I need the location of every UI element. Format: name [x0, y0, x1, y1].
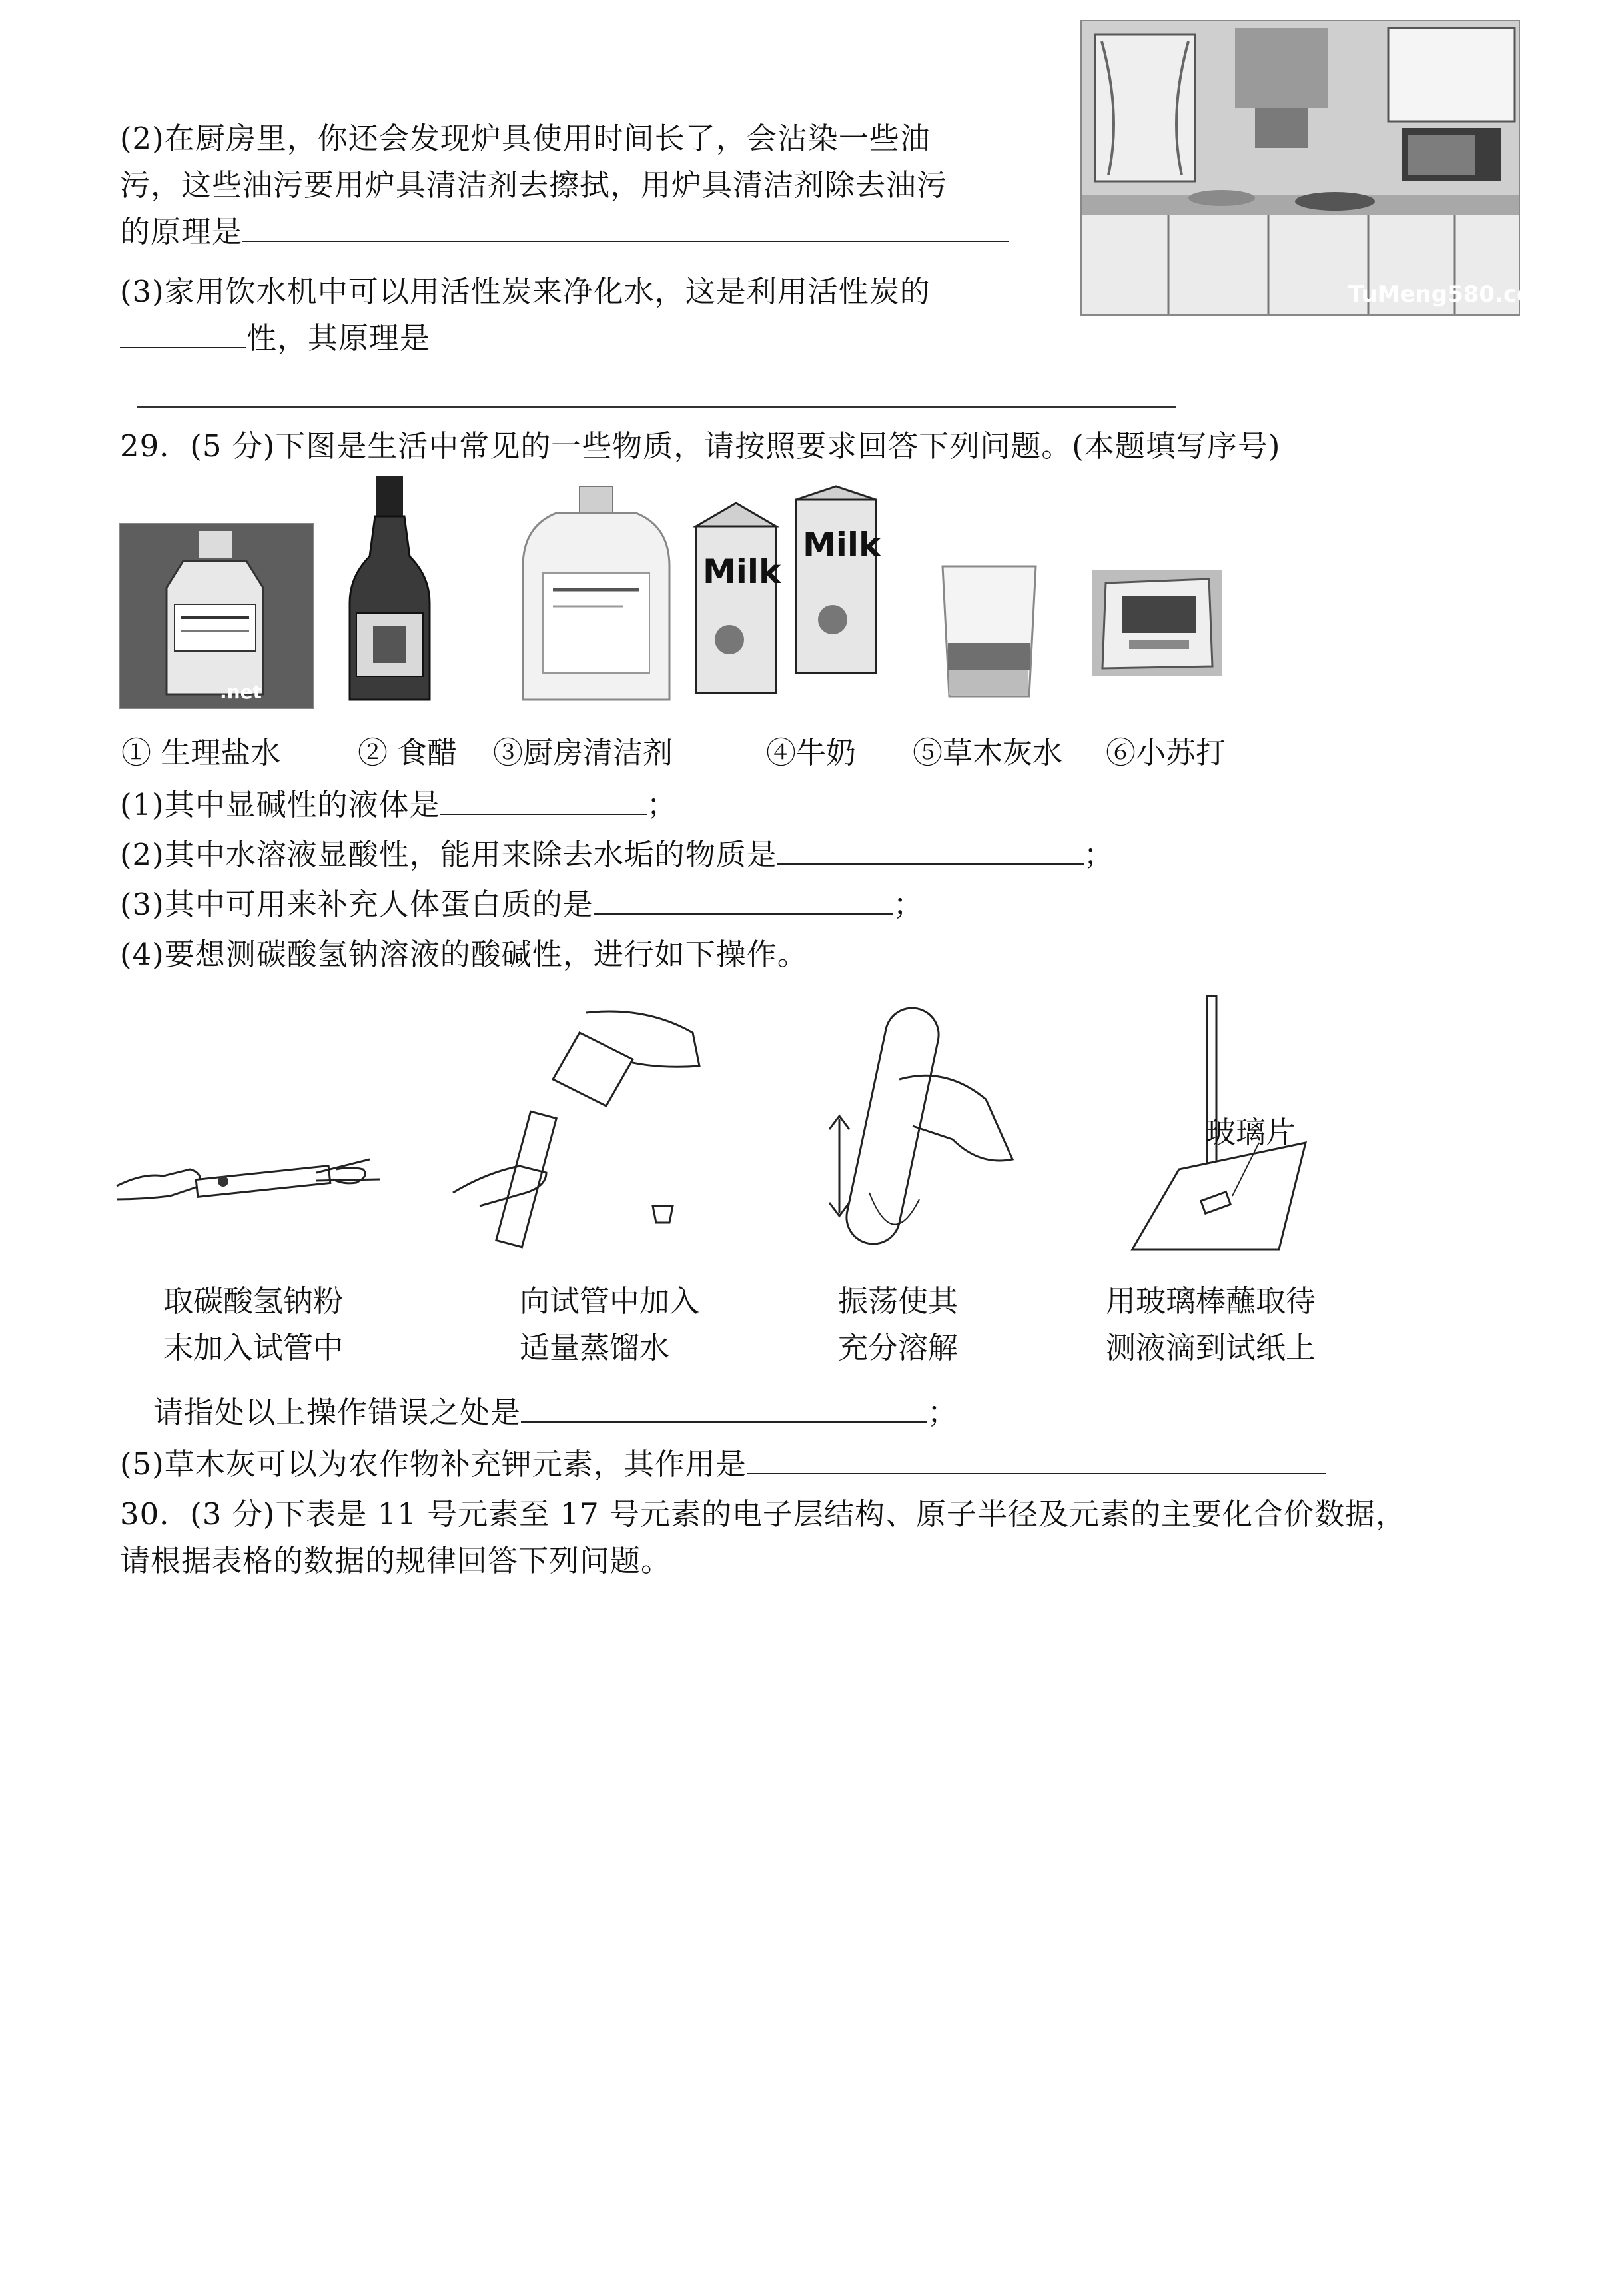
q29-5 — [120, 1444, 1326, 1484]
step1-caption-line2: 末加入试管中 — [163, 1330, 344, 1365]
milk-text-2: Milk — [803, 526, 881, 564]
ash-water-beaker-icon — [936, 560, 1042, 703]
step4-caption-line1: 用玻璃棒蘸取待 — [1106, 1283, 1316, 1319]
bottle-watermark: .net — [220, 681, 262, 703]
answer-blank-q29-1[interactable] — [440, 787, 647, 815]
step2-caption-line1: 向试管中加入 — [520, 1283, 700, 1319]
item-4-label: ④牛奶 — [766, 735, 857, 770]
cleaner-jug-icon — [516, 486, 676, 706]
q29-1 — [120, 785, 677, 825]
kitchen-photo — [1080, 20, 1556, 316]
q28-part3-line1: (3)家用饮水机中可以用活性炭来净化水，这是利用活性炭的 — [120, 274, 931, 309]
answer-blank-q29-5[interactable] — [747, 1446, 1326, 1474]
q30-line1: 30．(3 分)下表是 11 号元素至 17 号元素的电子层结构、原子半径及元素的主要化合价数据， — [120, 1496, 1407, 1532]
q29-1-end: ； — [646, 787, 677, 822]
answer-blank-q29-2[interactable] — [777, 837, 1084, 865]
step2-caption-line2: 适量蒸馏水 — [520, 1330, 670, 1365]
kitchen-watermark: TuMeng580.com — [1348, 281, 1556, 308]
step1-illustration — [117, 1106, 383, 1239]
q28-part3-line2 — [120, 318, 430, 358]
answer-blank-q28-2[interactable] — [242, 214, 1009, 242]
q28-part2-line3-text: 的原理是 — [120, 214, 243, 249]
kitchen-illustration — [1082, 21, 1519, 314]
step4-caption-line2: 测液滴到试纸上 — [1106, 1330, 1316, 1365]
q29-2-end: ； — [1083, 837, 1114, 872]
answer-blank-q28-3b[interactable] — [137, 406, 1176, 408]
step3-caption-line2: 充分溶解 — [838, 1330, 959, 1365]
item-6-label: ⑥小苏打 — [1106, 735, 1226, 770]
step2-illustration — [453, 1006, 733, 1273]
item-2-label: ② 食醋 — [358, 735, 458, 770]
q29-error-prompt-text: 请指处以上操作错误之处是 — [153, 1395, 522, 1430]
item-3-label: ③厨房清洁剂 — [493, 735, 673, 770]
q29-error-end: ； — [927, 1395, 959, 1430]
step4-caption — [1106, 1278, 1316, 1371]
step2-caption — [520, 1278, 699, 1371]
q28-part3-line2-text: 性，其原理是 — [246, 320, 431, 356]
q29-5-text: (5)草木灰可以为农作物补充钾元素，其作用是 — [120, 1446, 747, 1482]
step3-illustration — [793, 993, 1026, 1273]
q28-part2-line2: 污，这些油污要用炉具清洁剂去擦拭，用炉具清洁剂除去油污 — [120, 167, 948, 203]
saline-bottle-icon — [120, 524, 313, 708]
step3-caption-line1: 振荡使其 — [838, 1283, 959, 1319]
q30-line2: 请根据表格的数据的规律回答下列问题。 — [120, 1543, 672, 1578]
item-1-label: ① 生理盐水 — [121, 735, 281, 770]
q29-3-text: (3)其中可用来补充人体蛋白质的是 — [120, 887, 594, 922]
q29-2-text: (2)其中水溶液显酸性，能用来除去水垢的物质是 — [120, 837, 777, 872]
baking-soda-packet-icon — [1092, 570, 1222, 676]
q29-stem: 29．(5 分)下图是生活中常见的一些物质，请按照要求回答下列问题。(本题填写序号) — [120, 428, 1281, 464]
q29-1-text: (1)其中显碱性的液体是 — [120, 787, 440, 822]
answer-blank-q29-4[interactable] — [521, 1395, 927, 1423]
q29-2 — [120, 835, 1114, 875]
item-5-label: ⑤草木灰水 — [913, 735, 1063, 770]
answer-blank-q28-3a[interactable] — [120, 320, 246, 348]
glass-plate-label: 玻璃片 — [1206, 1115, 1296, 1150]
q29-4: (4)要想测碳酸氢钠溶液的酸碱性，进行如下操作。 — [120, 937, 808, 972]
q29-3-end: ； — [893, 887, 924, 922]
q29-3 — [120, 885, 924, 925]
saline-bottle-photo — [119, 523, 314, 709]
q28-part2-line1: (2)在厨房里，你还会发现炉具使用时间长了，会沾染一些油 — [120, 121, 931, 156]
milk-cartons-icon — [689, 486, 883, 703]
milk-text-1: Milk — [703, 552, 781, 591]
step3-caption — [838, 1278, 958, 1371]
step1-caption-line1: 取碳酸氢钠粉 — [163, 1283, 344, 1319]
vinegar-bottle-icon — [336, 476, 443, 706]
answer-blank-q29-3[interactable] — [594, 887, 893, 915]
q29-error-prompt — [153, 1393, 958, 1433]
step1-caption — [163, 1278, 343, 1371]
q28-part2-line3 — [120, 212, 1009, 252]
